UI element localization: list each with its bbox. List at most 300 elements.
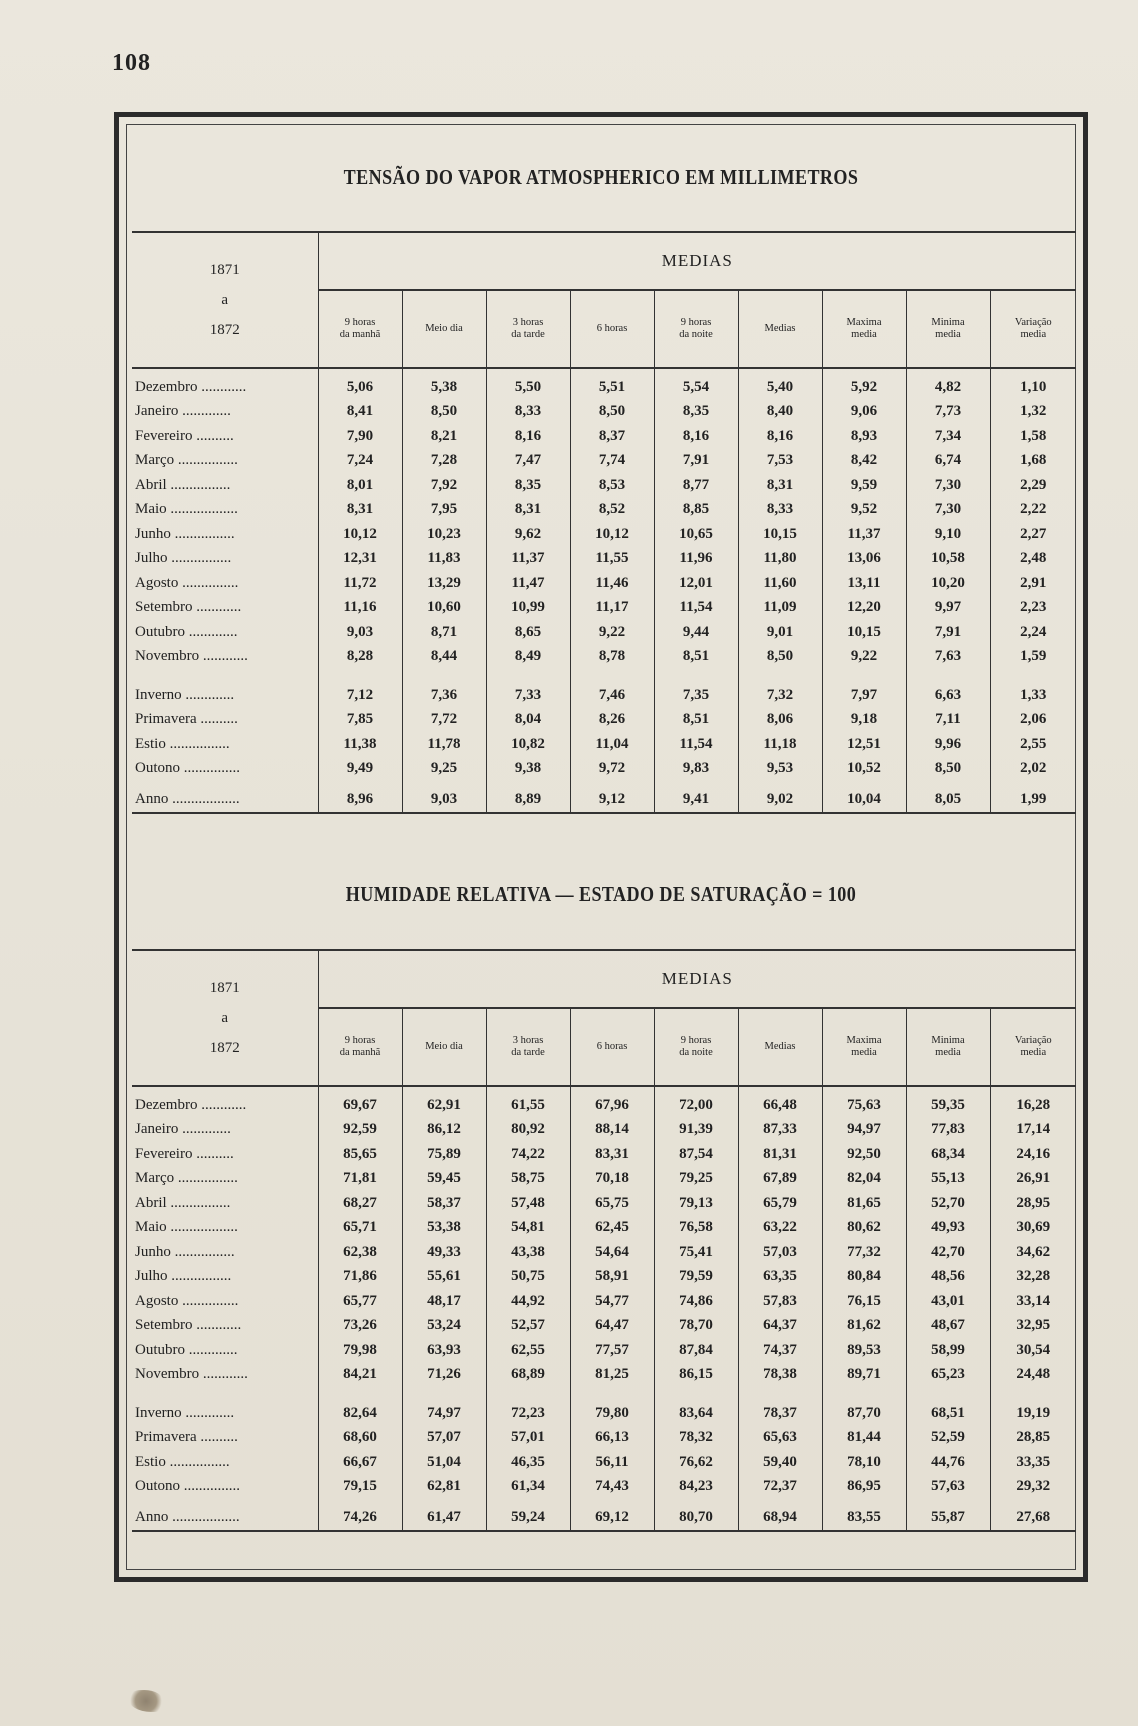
cell-value: 9,03 — [318, 620, 402, 645]
cell-value: 24,16 — [990, 1142, 1076, 1167]
medias-header: MEDIAS — [318, 232, 1076, 290]
year-range-line: a — [221, 1010, 229, 1026]
year-range-line: 1871 — [209, 262, 240, 278]
row-label: Primavera .......... — [132, 708, 318, 733]
cell-value: 65,79 — [738, 1191, 822, 1216]
cell-value: 8,77 — [654, 473, 738, 498]
cell-value: 10,12 — [318, 522, 402, 547]
table-row — [132, 1426, 1076, 1451]
cell-value: 55,87 — [906, 1505, 990, 1531]
cell-value: 87,33 — [738, 1118, 822, 1143]
cell-value: 52,70 — [906, 1191, 990, 1216]
cell-value: 12,01 — [654, 571, 738, 596]
cell-value: 11,80 — [738, 547, 822, 572]
cell-value: 5,54 — [654, 375, 738, 400]
cell-value: 8,50 — [570, 400, 654, 425]
cell-value: 19,19 — [990, 1401, 1076, 1426]
cell-value: 84,23 — [654, 1475, 738, 1500]
column-header — [486, 290, 570, 368]
cell-value: 30,69 — [990, 1216, 1076, 1241]
cell-value: 10,52 — [822, 757, 906, 782]
column-header — [822, 1008, 906, 1086]
cell-value: 78,10 — [822, 1450, 906, 1475]
cell-value: 9,59 — [822, 473, 906, 498]
column-header — [654, 290, 738, 368]
row-spacer — [132, 669, 1076, 683]
cell-value: 62,55 — [486, 1338, 570, 1363]
cell-value: 48,17 — [402, 1289, 486, 1314]
cell-value: 78,38 — [738, 1363, 822, 1388]
cell-value: 75,89 — [402, 1142, 486, 1167]
column-header — [906, 1008, 990, 1086]
cell-value: 46,35 — [486, 1450, 570, 1475]
cell-value: 74,43 — [570, 1475, 654, 1500]
cell-value: 9,52 — [822, 498, 906, 523]
cell-value: 9,62 — [486, 522, 570, 547]
cell-value: 7,47 — [486, 449, 570, 474]
year-range-line: a — [221, 292, 229, 308]
cell-value: 77,57 — [570, 1338, 654, 1363]
cell-value: 11,72 — [318, 571, 402, 596]
cell-value: 11,96 — [654, 547, 738, 572]
table-row — [132, 1093, 1076, 1118]
cell-value: 62,38 — [318, 1240, 402, 1265]
cell-value: 29,32 — [990, 1475, 1076, 1500]
cell-value: 62,81 — [402, 1475, 486, 1500]
row-label: Outono ............... — [132, 1475, 318, 1500]
cell-value: 79,98 — [318, 1338, 402, 1363]
cell-value: 7,85 — [318, 708, 402, 733]
column-header — [738, 290, 822, 368]
cell-value: 62,91 — [402, 1093, 486, 1118]
cell-value: 28,85 — [990, 1426, 1076, 1451]
column-header-line: 3 horas — [512, 1035, 544, 1046]
cell-value: 8,28 — [318, 645, 402, 670]
row-label: Dezembro ............ — [132, 1093, 318, 1118]
row-label: Estio ................ — [132, 1450, 318, 1475]
cell-value: 11,37 — [822, 522, 906, 547]
cell-value: 11,37 — [486, 547, 570, 572]
cell-value: 9,18 — [822, 708, 906, 733]
table-row — [132, 596, 1076, 621]
cell-value: 1,10 — [990, 375, 1076, 400]
cell-value: 63,22 — [738, 1216, 822, 1241]
cell-value: 8,51 — [654, 708, 738, 733]
column-header-line: Meio dia — [425, 323, 463, 334]
row-label: Abril ................ — [132, 473, 318, 498]
column-header-line: Medias — [764, 323, 796, 334]
cell-value: 13,29 — [402, 571, 486, 596]
cell-value: 26,91 — [990, 1167, 1076, 1192]
cell-value: 10,20 — [906, 571, 990, 596]
cell-value: 69,67 — [318, 1093, 402, 1118]
table-row — [132, 1475, 1076, 1500]
cell-value: 5,51 — [570, 375, 654, 400]
cell-value: 16,28 — [990, 1093, 1076, 1118]
cell-value: 6,63 — [906, 683, 990, 708]
cell-value: 7,28 — [402, 449, 486, 474]
cell-value: 8,21 — [402, 424, 486, 449]
cell-value: 75,41 — [654, 1240, 738, 1265]
vapor-tension-table — [132, 231, 1076, 814]
cell-value: 66,67 — [318, 1450, 402, 1475]
cell-value: 48,56 — [906, 1265, 990, 1290]
column-header-line: 9 horas — [344, 1035, 376, 1046]
cell-value: 82,64 — [318, 1401, 402, 1426]
year-range-header — [132, 232, 318, 368]
cell-value: 8,40 — [738, 400, 822, 425]
column-header — [318, 290, 402, 368]
cell-value: 10,99 — [486, 596, 570, 621]
row-label: Novembro ............ — [132, 1363, 318, 1388]
cell-value: 32,28 — [990, 1265, 1076, 1290]
cell-value: 8,16 — [486, 424, 570, 449]
header-row — [132, 950, 1076, 1008]
cell-value: 8,50 — [402, 400, 486, 425]
cell-value: 9,83 — [654, 757, 738, 782]
column-header-line: Maxima — [846, 1035, 882, 1046]
cell-value: 9,96 — [906, 732, 990, 757]
cell-value: 58,37 — [402, 1191, 486, 1216]
cell-value: 79,15 — [318, 1475, 402, 1500]
cell-value: 71,26 — [402, 1363, 486, 1388]
cell-value: 71,86 — [318, 1265, 402, 1290]
cell-value: 2,27 — [990, 522, 1076, 547]
cell-value: 79,25 — [654, 1167, 738, 1192]
cell-value: 8,78 — [570, 645, 654, 670]
cell-value: 1,99 — [990, 787, 1076, 813]
column-header-line: Minima — [931, 317, 965, 328]
cell-value: 7,35 — [654, 683, 738, 708]
cell-value: 57,63 — [906, 1475, 990, 1500]
column-header-line: 9 horas — [344, 317, 376, 328]
row-label: Primavera .......... — [132, 1426, 318, 1451]
cell-value: 12,31 — [318, 547, 402, 572]
row-label: Janeiro ............. — [132, 400, 318, 425]
cell-value: 57,07 — [402, 1426, 486, 1451]
column-header-line: 9 horas — [680, 317, 712, 328]
cell-value: 74,22 — [486, 1142, 570, 1167]
cell-value: 85,65 — [318, 1142, 402, 1167]
cell-value: 48,67 — [906, 1314, 990, 1339]
cell-value: 44,92 — [486, 1289, 570, 1314]
cell-value: 64,47 — [570, 1314, 654, 1339]
cell-value: 76,58 — [654, 1216, 738, 1241]
cell-value: 58,75 — [486, 1167, 570, 1192]
cell-value: 11,83 — [402, 547, 486, 572]
cell-value: 83,64 — [654, 1401, 738, 1426]
cell-value: 12,51 — [822, 732, 906, 757]
row-label: Setembro ............ — [132, 1314, 318, 1339]
cell-value: 65,63 — [738, 1426, 822, 1451]
cell-value: 1,32 — [990, 400, 1076, 425]
cell-value: 11,04 — [570, 732, 654, 757]
cell-value: 8,53 — [570, 473, 654, 498]
row-label: Outubro ............. — [132, 620, 318, 645]
relative-humidity-table — [132, 949, 1076, 1532]
cell-value: 58,99 — [906, 1338, 990, 1363]
cell-value: 88,14 — [570, 1118, 654, 1143]
table-row — [132, 1314, 1076, 1339]
cell-value: 9,41 — [654, 787, 738, 813]
table-row — [132, 1118, 1076, 1143]
cell-value: 57,83 — [738, 1289, 822, 1314]
row-label: Inverno ............. — [132, 1401, 318, 1426]
year-range-line: 1872 — [209, 1040, 240, 1056]
column-header — [402, 290, 486, 368]
cell-value: 8,31 — [318, 498, 402, 523]
column-header — [990, 1008, 1076, 1086]
cell-value: 65,77 — [318, 1289, 402, 1314]
cell-value: 7,95 — [402, 498, 486, 523]
cell-value: 87,54 — [654, 1142, 738, 1167]
column-header-line: da manhã — [339, 329, 381, 340]
cell-value: 58,91 — [570, 1265, 654, 1290]
cell-value: 7,90 — [318, 424, 402, 449]
cell-value: 43,01 — [906, 1289, 990, 1314]
table-row — [132, 1289, 1076, 1314]
cell-value: 72,23 — [486, 1401, 570, 1426]
cell-value: 7,73 — [906, 400, 990, 425]
cell-value: 54,81 — [486, 1216, 570, 1241]
column-header-line: Meio dia — [425, 1041, 463, 1052]
column-header-line: 6 horas — [596, 1041, 628, 1052]
column-header — [654, 1008, 738, 1086]
table1-title: TENSÃO DO VAPOR ATMOSPHERICO EM MILLIMETROS — [343, 165, 859, 189]
cell-value: 7,36 — [402, 683, 486, 708]
column-header-line: media — [935, 329, 961, 340]
column-header-line: Minima — [931, 1035, 965, 1046]
cell-value: 11,54 — [654, 596, 738, 621]
row-label: Anno .................. — [132, 1505, 318, 1531]
row-spacer — [132, 1086, 1076, 1093]
cell-value: 8,04 — [486, 708, 570, 733]
cell-value: 8,50 — [906, 757, 990, 782]
cell-value: 1,59 — [990, 645, 1076, 670]
cell-value: 7,97 — [822, 683, 906, 708]
row-label: Março ................ — [132, 449, 318, 474]
cell-value: 61,34 — [486, 1475, 570, 1500]
cell-value: 8,16 — [738, 424, 822, 449]
cell-value: 57,01 — [486, 1426, 570, 1451]
cell-value: 94,97 — [822, 1118, 906, 1143]
cell-value: 12,20 — [822, 596, 906, 621]
cell-value: 2,29 — [990, 473, 1076, 498]
cell-value: 7,91 — [906, 620, 990, 645]
column-header-line: Maxima — [846, 317, 882, 328]
table-row — [132, 787, 1076, 813]
row-label: Inverno ............. — [132, 683, 318, 708]
cell-value: 11,38 — [318, 732, 402, 757]
cell-value: 68,51 — [906, 1401, 990, 1426]
cell-value: 79,59 — [654, 1265, 738, 1290]
cell-value: 80,62 — [822, 1216, 906, 1241]
cell-value: 8,33 — [738, 498, 822, 523]
row-spacer — [132, 1387, 1076, 1401]
cell-value: 57,03 — [738, 1240, 822, 1265]
cell-value: 68,27 — [318, 1191, 402, 1216]
column-header-line: da manhã — [339, 1047, 381, 1058]
cell-value: 57,48 — [486, 1191, 570, 1216]
cell-value: 77,32 — [822, 1240, 906, 1265]
cell-value: 11,78 — [402, 732, 486, 757]
cell-value: 11,46 — [570, 571, 654, 596]
cell-value: 81,25 — [570, 1363, 654, 1388]
column-header — [822, 290, 906, 368]
cell-value: 70,18 — [570, 1167, 654, 1192]
cell-value: 61,47 — [402, 1505, 486, 1531]
cell-value: 2,02 — [990, 757, 1076, 782]
cell-value: 11,54 — [654, 732, 738, 757]
cell-value: 8,05 — [906, 787, 990, 813]
cell-value: 2,06 — [990, 708, 1076, 733]
page-number: 108 — [112, 50, 151, 76]
cell-value: 8,31 — [486, 498, 570, 523]
cell-value: 81,31 — [738, 1142, 822, 1167]
table-row — [132, 1216, 1076, 1241]
table-row — [132, 708, 1076, 733]
cell-value: 73,26 — [318, 1314, 402, 1339]
cell-value: 9,01 — [738, 620, 822, 645]
cell-value: 2,24 — [990, 620, 1076, 645]
cell-value: 59,24 — [486, 1505, 570, 1531]
cell-value: 8,65 — [486, 620, 570, 645]
cell-value: 9,02 — [738, 787, 822, 813]
cell-value: 87,84 — [654, 1338, 738, 1363]
cell-value: 74,97 — [402, 1401, 486, 1426]
cell-value: 30,54 — [990, 1338, 1076, 1363]
cell-value: 51,04 — [402, 1450, 486, 1475]
cell-value: 13,06 — [822, 547, 906, 572]
cell-value: 7,30 — [906, 473, 990, 498]
cell-value: 8,42 — [822, 449, 906, 474]
cell-value: 61,55 — [486, 1093, 570, 1118]
cell-value: 1,68 — [990, 449, 1076, 474]
cell-value: 1,33 — [990, 683, 1076, 708]
cell-value: 2,23 — [990, 596, 1076, 621]
cell-value: 43,38 — [486, 1240, 570, 1265]
row-label: Junho ................ — [132, 1240, 318, 1265]
table-row — [132, 449, 1076, 474]
cell-value: 74,86 — [654, 1289, 738, 1314]
cell-value: 24,48 — [990, 1363, 1076, 1388]
column-header-line: media — [935, 1047, 961, 1058]
cell-value: 92,50 — [822, 1142, 906, 1167]
cell-value: 65,23 — [906, 1363, 990, 1388]
cell-value: 9,49 — [318, 757, 402, 782]
cell-value: 83,55 — [822, 1505, 906, 1531]
row-label: Fevereiro .......... — [132, 1142, 318, 1167]
cell-value: 8,37 — [570, 424, 654, 449]
cell-value: 92,59 — [318, 1118, 402, 1143]
cell-value: 84,21 — [318, 1363, 402, 1388]
cell-value: 49,33 — [402, 1240, 486, 1265]
cell-value: 7,34 — [906, 424, 990, 449]
cell-value: 34,62 — [990, 1240, 1076, 1265]
cell-value: 10,60 — [402, 596, 486, 621]
row-label: Abril ................ — [132, 1191, 318, 1216]
cell-value: 77,83 — [906, 1118, 990, 1143]
column-header-line: 6 horas — [596, 323, 628, 334]
column-header — [402, 1008, 486, 1086]
row-label: Novembro ............ — [132, 645, 318, 670]
table-row — [132, 1401, 1076, 1426]
cell-value: 89,71 — [822, 1363, 906, 1388]
column-header-line: Variação — [1014, 317, 1052, 328]
cell-value: 8,35 — [486, 473, 570, 498]
cell-value: 32,95 — [990, 1314, 1076, 1339]
cell-value: 8,31 — [738, 473, 822, 498]
medias-header: MEDIAS — [318, 950, 1076, 1008]
cell-value: 33,14 — [990, 1289, 1076, 1314]
cell-value: 10,23 — [402, 522, 486, 547]
cell-value: 11,47 — [486, 571, 570, 596]
row-label: Dezembro ............ — [132, 375, 318, 400]
cell-value: 79,13 — [654, 1191, 738, 1216]
cell-value: 86,95 — [822, 1475, 906, 1500]
ink-stain-mark — [128, 1690, 164, 1712]
cell-value: 7,74 — [570, 449, 654, 474]
year-range-line: 1872 — [209, 322, 240, 338]
cell-value: 5,06 — [318, 375, 402, 400]
cell-value: 9,97 — [906, 596, 990, 621]
header-row — [132, 232, 1076, 290]
cell-value: 80,84 — [822, 1265, 906, 1290]
row-label: Outubro ............. — [132, 1338, 318, 1363]
cell-value: 55,61 — [402, 1265, 486, 1290]
cell-value: 72,37 — [738, 1475, 822, 1500]
cell-value: 9,38 — [486, 757, 570, 782]
cell-value: 13,11 — [822, 571, 906, 596]
cell-value: 7,12 — [318, 683, 402, 708]
cell-value: 59,45 — [402, 1167, 486, 1192]
table-row — [132, 375, 1076, 400]
cell-value: 7,33 — [486, 683, 570, 708]
cell-value: 8,01 — [318, 473, 402, 498]
cell-value: 8,89 — [486, 787, 570, 813]
table-row — [132, 1505, 1076, 1531]
cell-value: 81,44 — [822, 1426, 906, 1451]
cell-value: 33,35 — [990, 1450, 1076, 1475]
cell-value: 80,70 — [654, 1505, 738, 1531]
column-header-line: Variação — [1014, 1035, 1052, 1046]
cell-value: 1,58 — [990, 424, 1076, 449]
cell-value: 7,30 — [906, 498, 990, 523]
cell-value: 2,91 — [990, 571, 1076, 596]
cell-value: 68,89 — [486, 1363, 570, 1388]
cell-value: 75,63 — [822, 1093, 906, 1118]
row-label: Maio .................. — [132, 498, 318, 523]
row-label: Estio ................ — [132, 732, 318, 757]
row-label: Fevereiro .......... — [132, 424, 318, 449]
cell-value: 4,82 — [906, 375, 990, 400]
table-row — [132, 522, 1076, 547]
cell-value: 11,17 — [570, 596, 654, 621]
cell-value: 11,09 — [738, 596, 822, 621]
tables-frame — [114, 112, 1088, 1582]
year-range-header — [132, 950, 318, 1086]
row-label: Setembro ............ — [132, 596, 318, 621]
cell-value: 10,58 — [906, 547, 990, 572]
cell-value: 8,96 — [318, 787, 402, 813]
row-label: Julho ................ — [132, 547, 318, 572]
cell-value: 9,22 — [570, 620, 654, 645]
table-row — [132, 1167, 1076, 1192]
table-row — [132, 547, 1076, 572]
cell-value: 8,06 — [738, 708, 822, 733]
cell-value: 2,22 — [990, 498, 1076, 523]
cell-value: 10,12 — [570, 522, 654, 547]
